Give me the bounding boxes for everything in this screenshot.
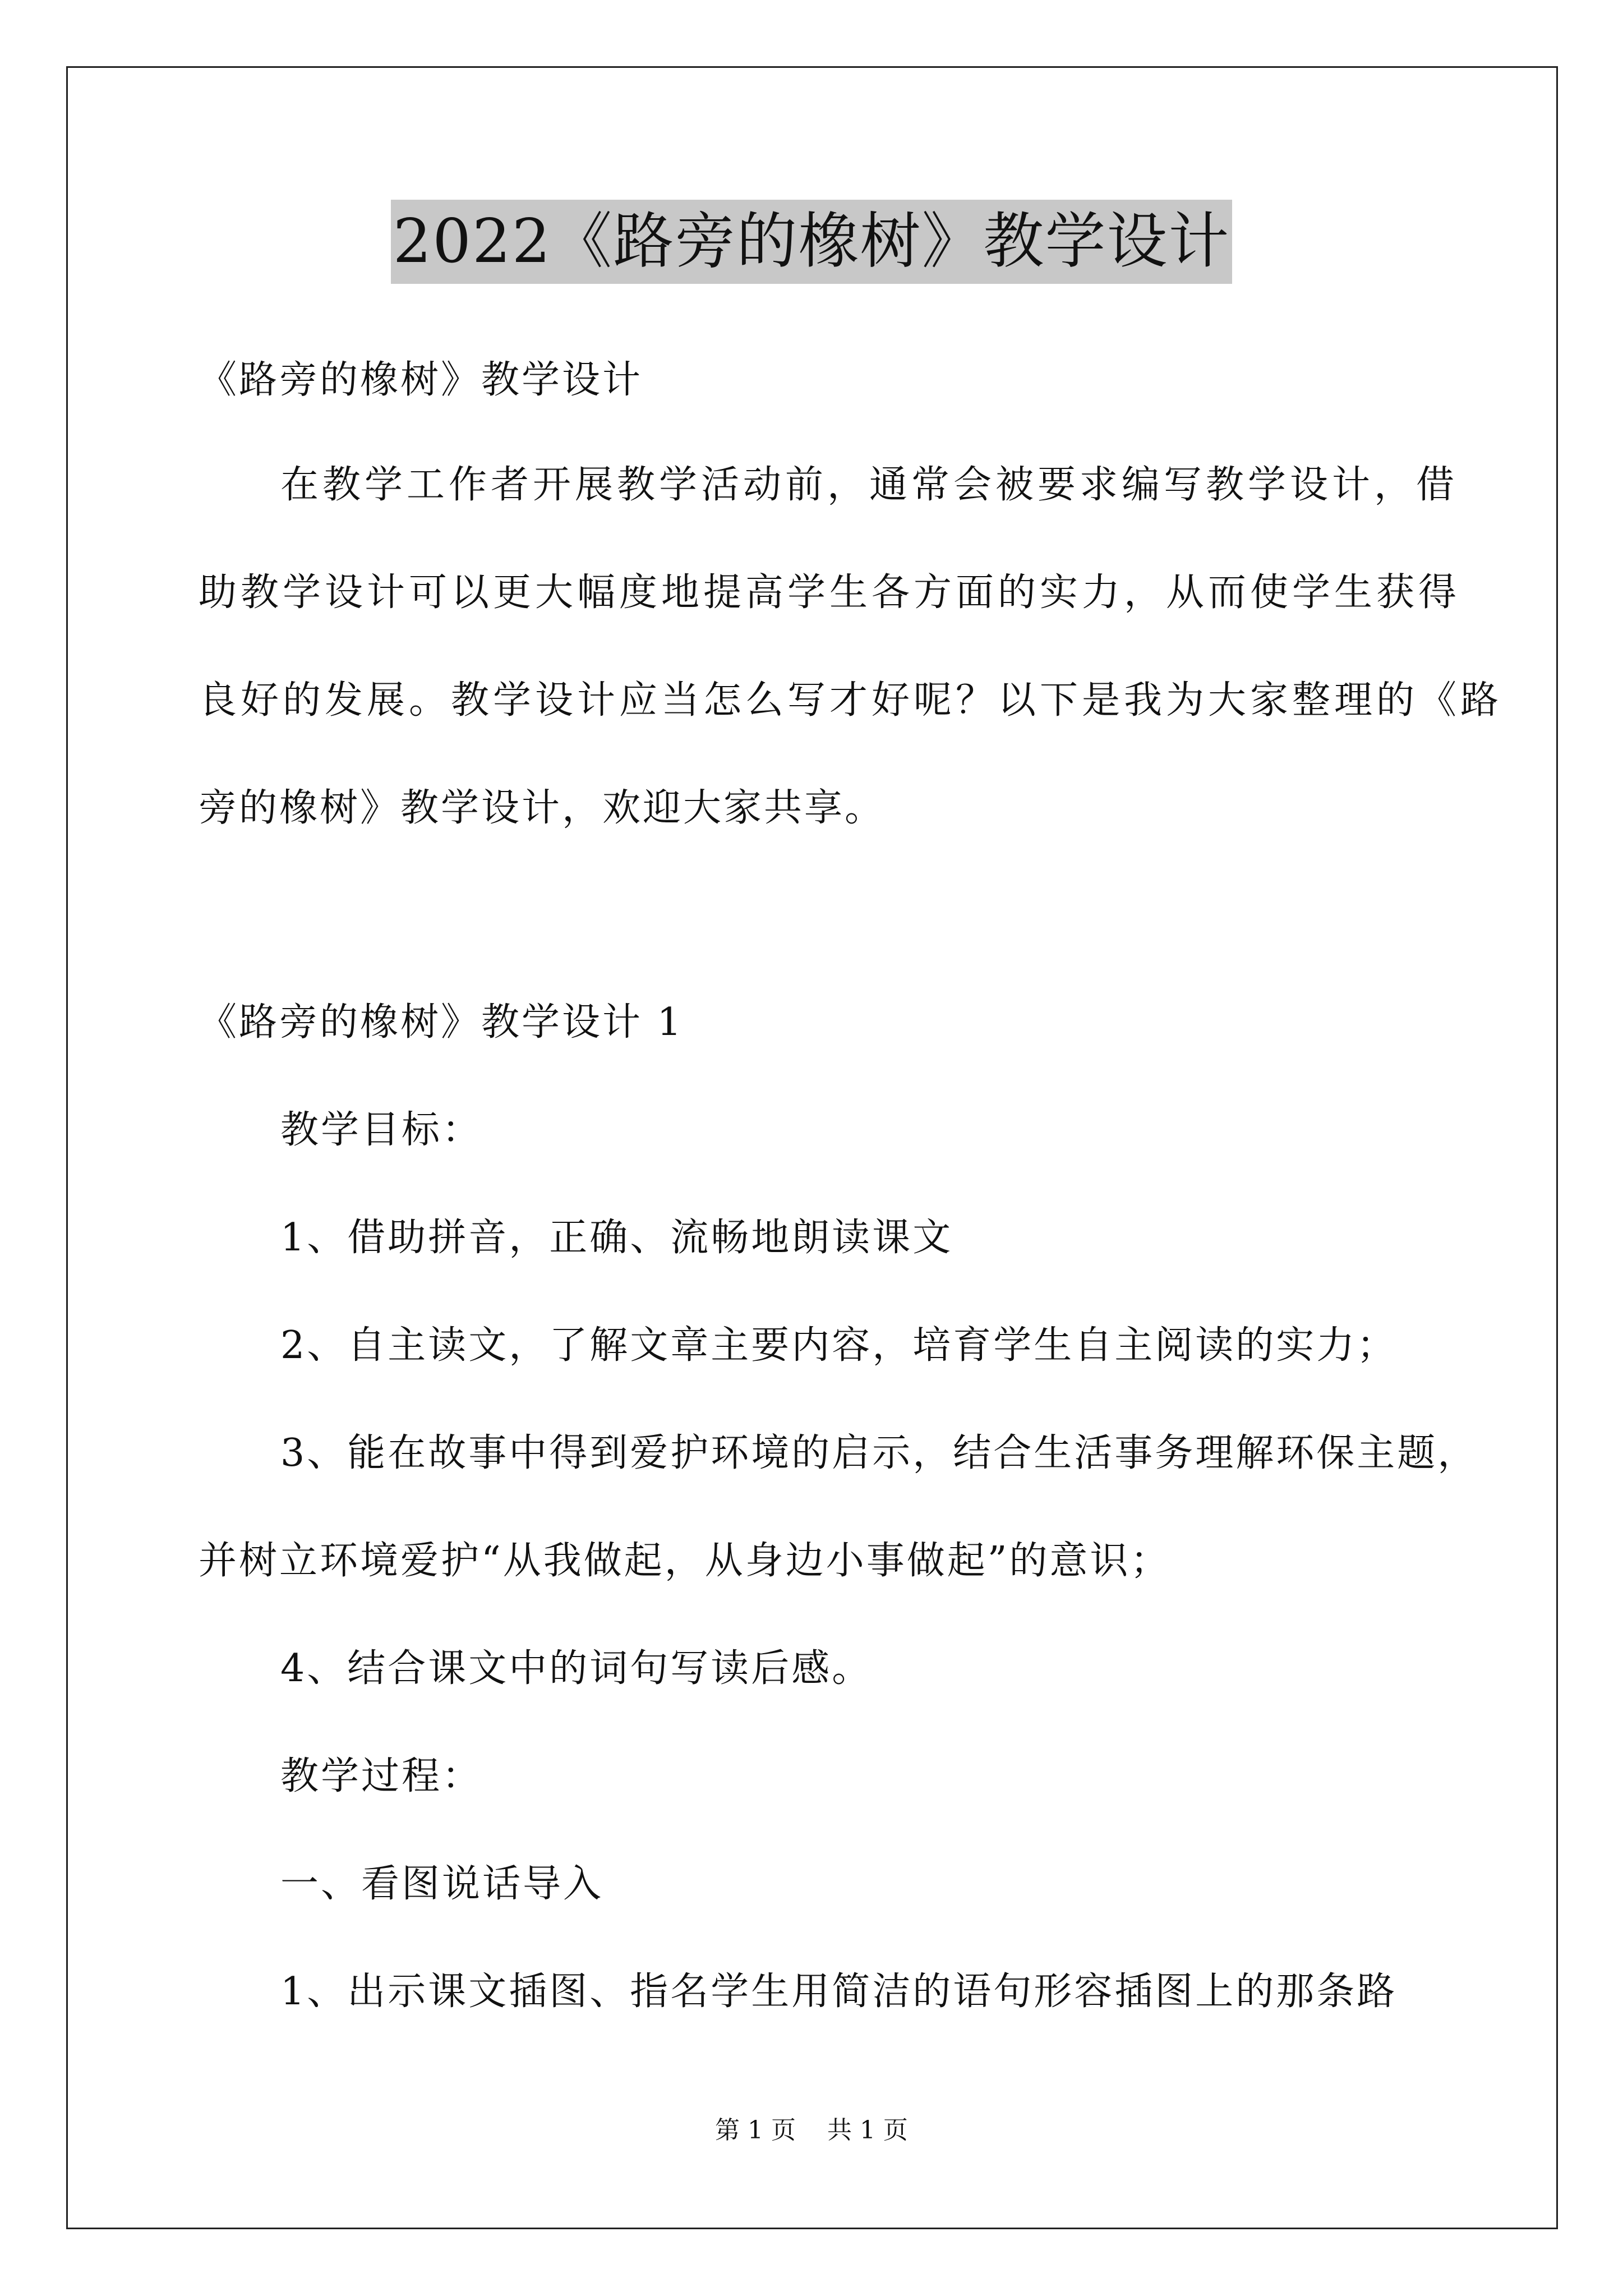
section-heading: 《路旁的橡树》教学设计 1 xyxy=(199,1000,684,1045)
document-subtitle: 《路旁的橡树》教学设计 xyxy=(199,358,643,402)
intro-line-3: 良好的发展。教学设计应当怎么写才好呢？以下是我为大家整理的《路 xyxy=(199,678,1503,723)
step-item-1: 1、出示课文插图、指名学生用简洁的语句形容插图上的那条路 xyxy=(280,1970,1398,2014)
process-heading: 教学过程： xyxy=(280,1754,483,1798)
intro-line-1: 在教学工作者开展教学活动前，通常会被要求编写教学设计，借 xyxy=(280,463,1459,507)
title-container xyxy=(0,200,1623,284)
goals-heading: 教学目标： xyxy=(280,1108,483,1152)
page-total: 共 1 页 xyxy=(827,2116,908,2145)
intro-line-2: 助教学设计可以更大幅度地提高学生各方面的实力，从而使学生获得 xyxy=(199,570,1461,615)
goal-item-3-continued: 并树立环境爱护“从我做起，从身边小事做起”的意识； xyxy=(199,1539,1171,1583)
goal-item-4: 4、结合课文中的词句写读后感。 xyxy=(280,1646,873,1691)
document-title: 2022《路旁的橡树》教学设计 xyxy=(391,200,1233,284)
goal-item-2: 2、自主读文，了解文章主要内容，培育学生自主阅读的实力； xyxy=(280,1323,1398,1368)
goal-item-3: 3、能在故事中得到爱护环境的启示，结合生活事务理解环保主题， xyxy=(280,1431,1478,1475)
page-footer xyxy=(0,2114,1623,2147)
goal-item-1: 1、借助拼音，正确、流畅地朗读课文 xyxy=(280,1216,953,1260)
page-number: 第 1 页 xyxy=(715,2116,796,2145)
step-heading: 一、看图说话导入 xyxy=(280,1862,604,1906)
intro-line-4: 旁的橡树》教学设计，欢迎大家共享。 xyxy=(199,786,886,830)
